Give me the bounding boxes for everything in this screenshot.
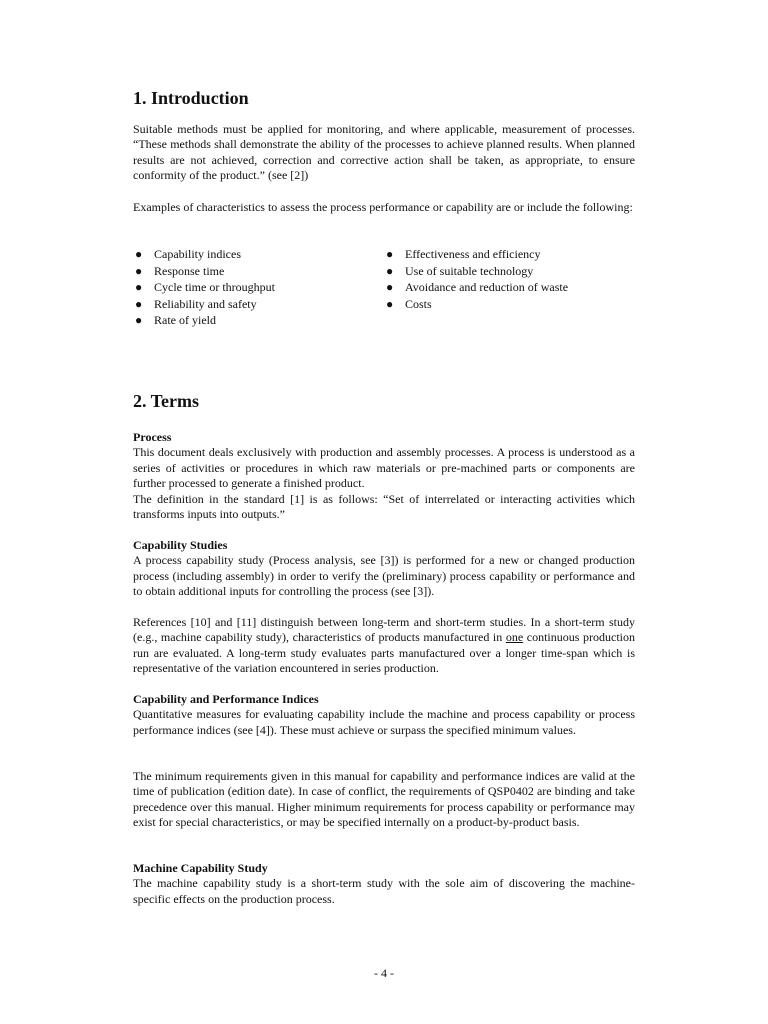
bullet-icon: ● — [386, 296, 394, 311]
list-item-text: Avoidance and reduction of waste — [405, 280, 569, 295]
list-item — [384, 263, 635, 280]
process-block — [133, 430, 635, 522]
capability-studies-block — [133, 538, 635, 600]
indices-heading: Capability and Performance Indices — [133, 692, 319, 706]
list-item-text: Reliability and safety — [154, 296, 257, 311]
bullet-column-left — [133, 246, 384, 329]
text-span: References [10] and [11] distinguish between long-term and short-term studies. In a short-term study (e.g., machine capability study), characteristics of products manufactured in — [133, 615, 635, 645]
process-text-2: The definition in the standard [1] is as follows: “Set of interrelated or interacting activities which transforms inputs into outputs.” — [133, 491, 635, 522]
section-2-title: 2. Terms — [133, 391, 200, 411]
indices-text-1: Quantitative measures for evaluating capability include the machine and process capability or process performance indices (see [4]). These must achieve or surpass the specified minimum values. — [133, 707, 635, 737]
characteristics-bullet-list — [133, 246, 635, 329]
list-item — [133, 279, 384, 296]
list-item-text: Capability indices — [154, 247, 241, 261]
machine-study-text-1: The machine capability study is a short-term study with the sole aim of discovering the machine-specific effects on the production process. — [133, 876, 635, 906]
list-item — [133, 246, 384, 263]
list-item-text: Costs — [405, 296, 432, 311]
bullet-icon: ● — [386, 280, 394, 295]
capability-studies-heading: Capability Studies — [133, 538, 228, 552]
bullet-icon: ● — [386, 263, 394, 278]
underlined-word: one — [505, 630, 524, 645]
indices-text-2: The minimum requirements given in this manual for capability and performance indices are valid at the time of publication (edition date). In case of conflict, the requirements of QSP0402 are binding and take precedence over this manual. Higher minimum requirements for process capability or performance may exist for special characteristics, or may be specified internally on a product-by-product basis. — [133, 769, 635, 830]
intro-paragraph-1: Suitable methods must be applied for monitoring, and where applicable, measurement of processes. “These methods shall demonstrate the ability of the processes to achieve planned results. When planned results are not achieved, correction and corrective action shall be taken, as appropriate, to ensure conformity of the product.” (see [2]) — [133, 122, 635, 183]
bullet-icon: ● — [135, 313, 143, 328]
capability-studies-text-2 — [133, 615, 635, 677]
text-span: continuous production run are evaluated. A long-term study evaluates parts manufactured over a longer time-span which is representative of the variation encountered in series production. — [133, 630, 636, 676]
list-item — [133, 312, 384, 329]
machine-study-block — [133, 861, 635, 907]
list-item — [133, 263, 384, 280]
process-heading: Process — [133, 430, 172, 444]
page-number: - 4 - — [374, 966, 394, 980]
bullet-icon: ● — [386, 247, 394, 261]
process-text-1: This document deals exclusively with production and assembly processes. A process is understood as a series of activities or procedures in which raw materials or pre-machined parts or components are further processed to generate a finished product. — [133, 445, 635, 491]
capability-studies-text-1: A process capability study (Process analysis, see [3]) is performed for a new or changed production process (including assembly) in order to verify the (preliminary) process capability or performance and to obtain additional inputs for controlling the process (see [3]). — [133, 553, 635, 599]
list-item-text: Rate of yield — [154, 313, 216, 328]
bullet-icon: ● — [135, 280, 143, 295]
intro-paragraph-2: Examples of characteristics to assess the process performance or capability are or include the following: — [133, 200, 633, 214]
bullet-icon: ● — [135, 247, 143, 261]
bullet-icon: ● — [135, 296, 143, 311]
bullet-icon: ● — [135, 263, 143, 278]
machine-study-heading: Machine Capability Study — [133, 861, 268, 875]
list-item-text: Response time — [154, 263, 225, 278]
list-item — [133, 296, 384, 313]
list-item — [384, 296, 635, 313]
section-1-title: 1. Introduction — [133, 88, 249, 108]
list-item — [384, 279, 635, 296]
list-item-text: Cycle time or throughput — [154, 280, 275, 295]
list-item-text: Effectiveness and efficiency — [405, 247, 541, 261]
bullet-column-right — [384, 246, 635, 329]
list-item-text: Use of suitable technology — [405, 263, 534, 278]
indices-block — [133, 692, 635, 738]
list-item — [384, 246, 635, 263]
